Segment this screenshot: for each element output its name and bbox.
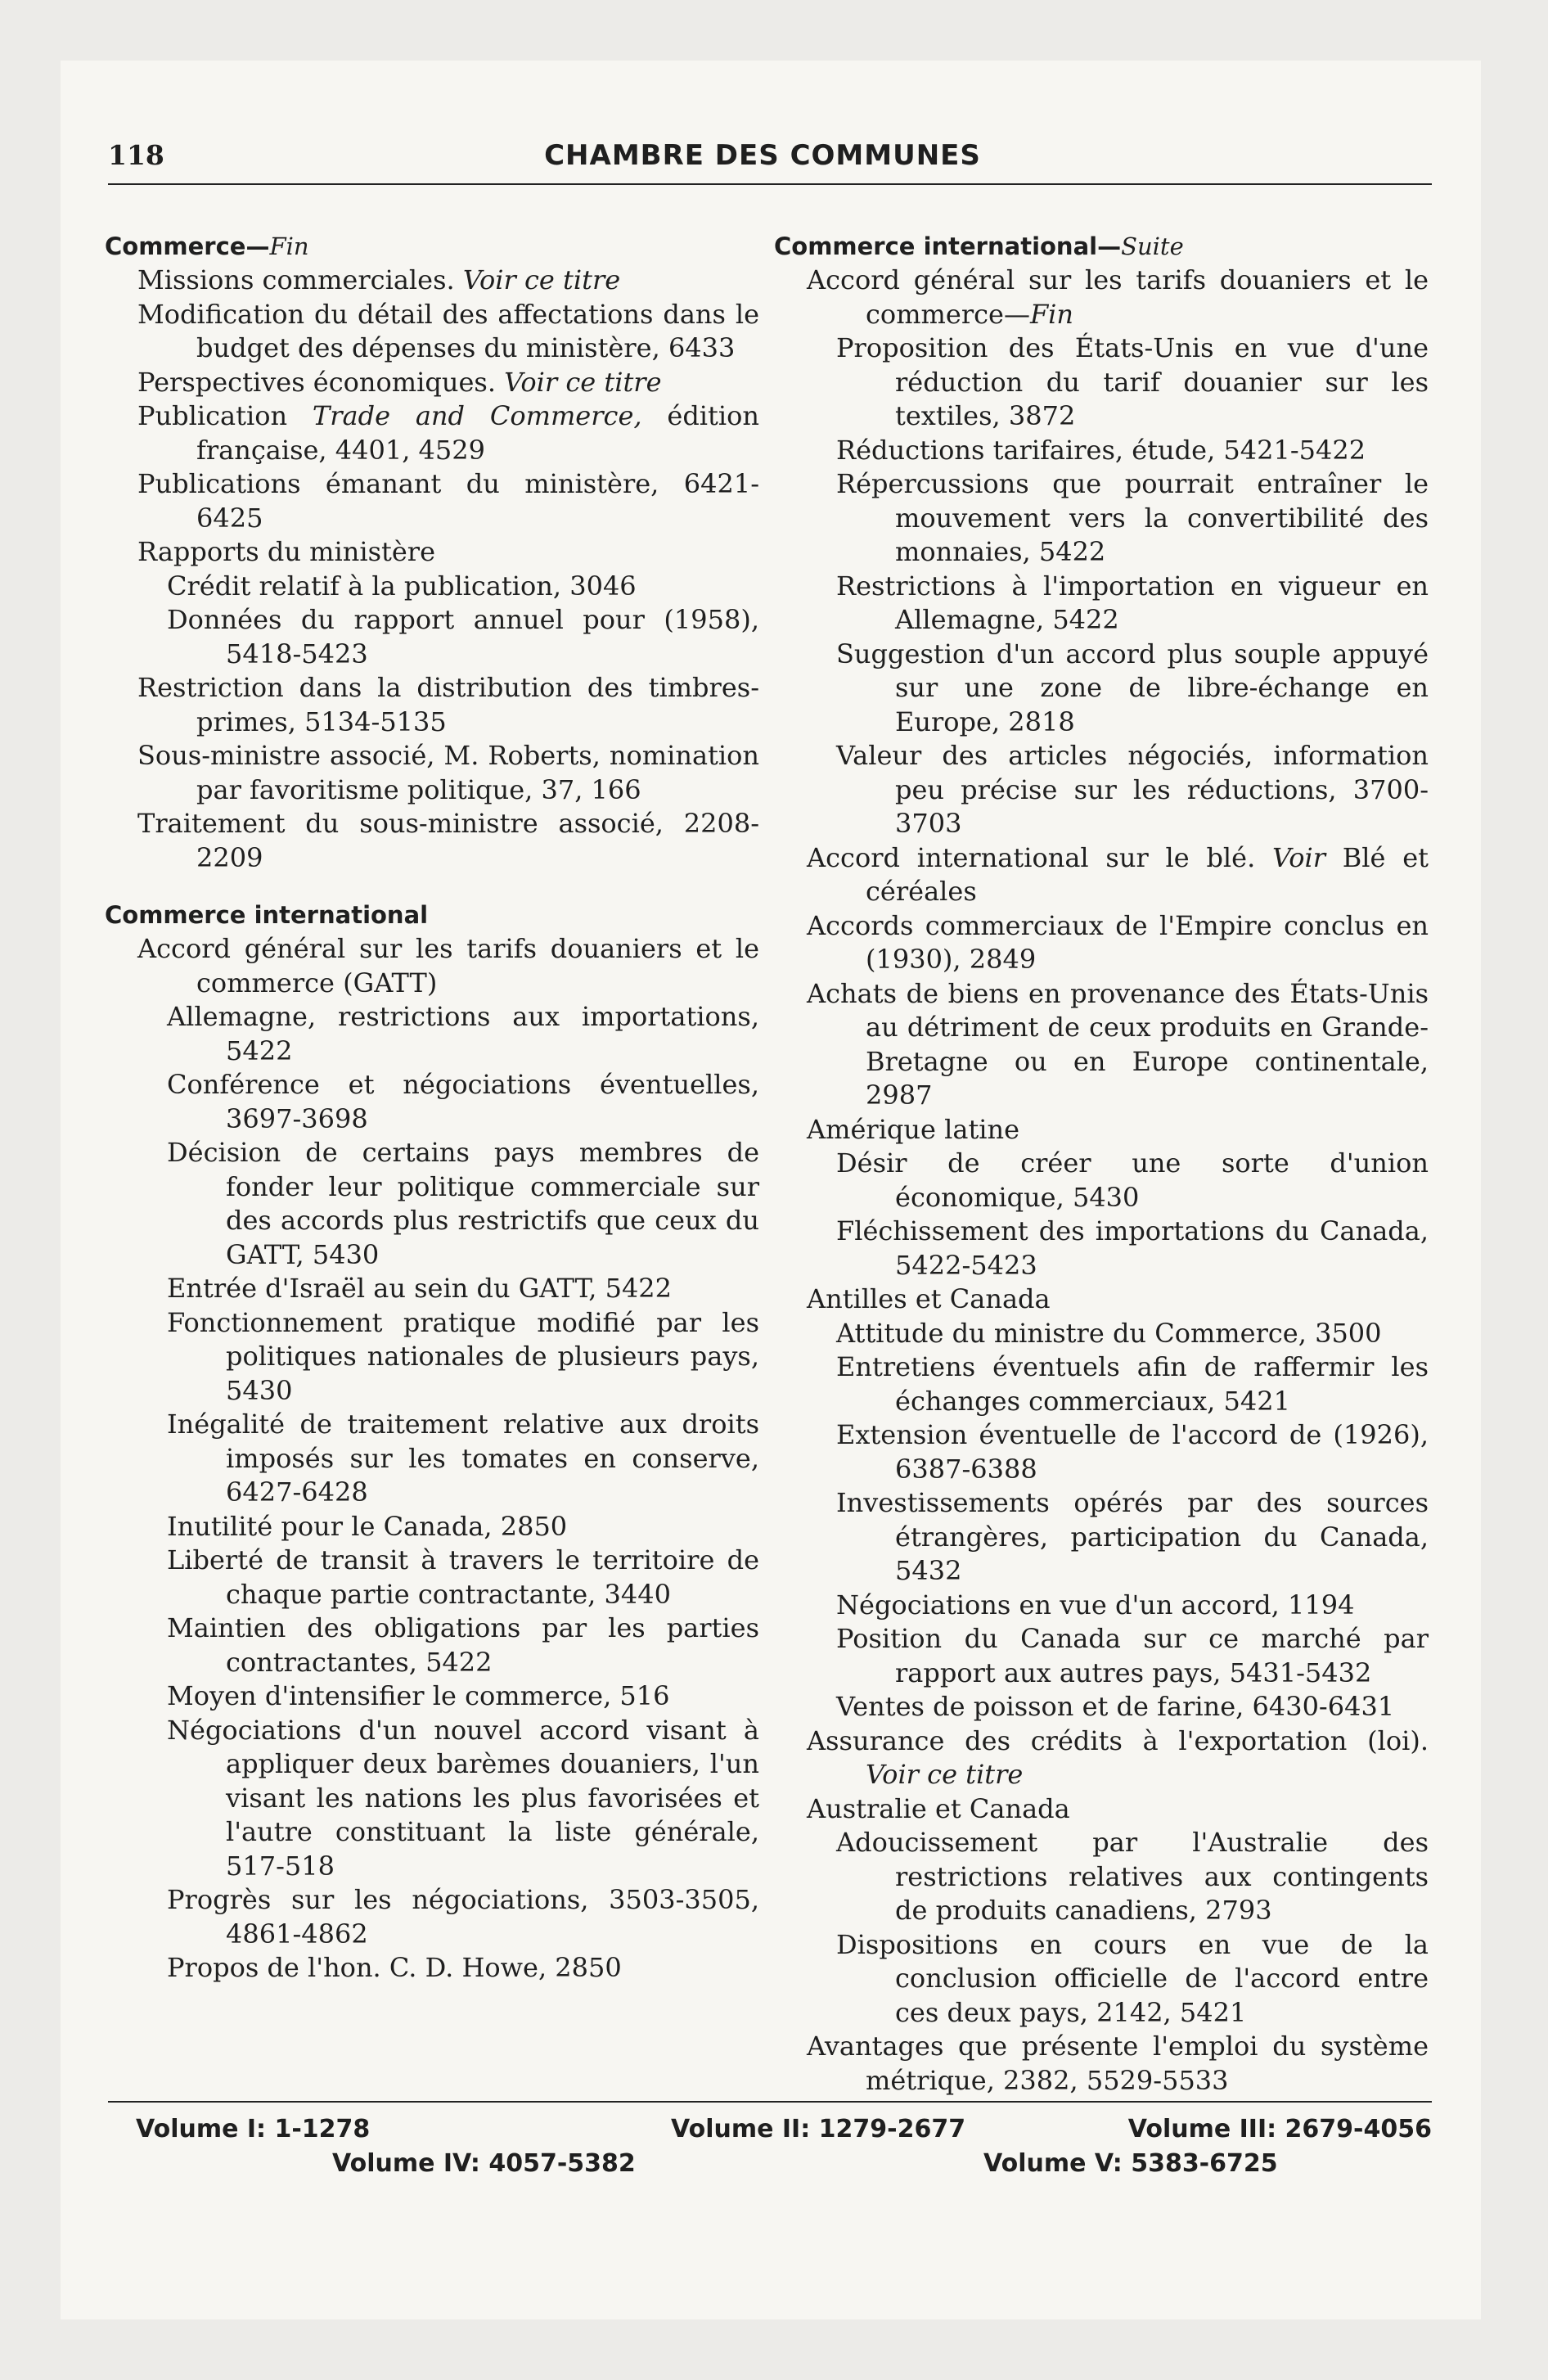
index-subentry: Conférence et négociations éventuelles, 3697-3698: [167, 1069, 759, 1134]
index-entry: Restriction dans la distribution des timbres-primes, 5134-5135: [137, 672, 759, 737]
index-subentry: Crédit relatif à la publication, 3046: [167, 570, 637, 602]
index-entry: Accord général sur les tarifs douaniers et le commerce (GATT): [137, 933, 759, 998]
left-column: [105, 223, 759, 1986]
index-entry: Achats de biens en provenance des États-Unis au détriment de ceux produits en Grande-Bretagne ou en Europe continentale, 2987: [807, 977, 1429, 1111]
index-entry: Antilles et Canada: [807, 1283, 1051, 1314]
index-subentry: Propos de l'hon. C. D. Howe, 2850: [167, 1952, 622, 1983]
index-subentry: Ventes de poisson et de farine, 6430-6431: [836, 1691, 1395, 1722]
volume-1-range: Volume I: 1-1278: [136, 2115, 371, 2143]
index-subentry: Entrée d'Israël au sein du GATT, 5422: [167, 1273, 673, 1304]
index-entry: Perspectives économiques. Voir ce titre: [137, 366, 662, 398]
index-entry: Australie et Canada: [807, 1792, 1070, 1824]
header-rule: [108, 183, 1432, 185]
volume-4-range: Volume IV: 4057-5382: [332, 2149, 636, 2178]
index-entry: Amérique latine: [807, 1113, 1020, 1145]
index-entry: Sous-ministre associé, M. Roberts, nomination par favoritisme politique, 37, 166: [137, 740, 759, 805]
index-entry: Assurance des crédits à l'exportation (loi). Voir ce titre: [807, 1724, 1429, 1790]
footer-rule: [108, 2101, 1432, 2103]
index-subentry: Réductions tarifaires, étude, 5421-5422: [836, 434, 1366, 466]
index-heading: Commerce international: [105, 901, 429, 929]
index-subentry: Restrictions à l'importation en vigueur en Allemagne, 5422: [836, 570, 1429, 635]
index-entry: Accord international sur le blé. Voir Blé et céréales: [807, 841, 1429, 907]
index-subentry: Décision de certains pays membres de fonder leur politique commerciale sur des accords plus restrictifs que ceux du GATT, 5430: [167, 1137, 759, 1270]
index-entry: Avantages que présente l'emploi du système métrique, 2382, 5529-5533: [807, 2031, 1429, 2096]
index-entry: Accord général sur les tarifs douaniers et le commerce—Fin: [807, 264, 1429, 330]
index-subentry: Entretiens éventuels afin de raffermir les échanges commerciaux, 5421: [836, 1351, 1429, 1417]
index-subentry: Allemagne, restrictions aux importations, 5422: [167, 1001, 759, 1066]
index-subentry: Extension éventuelle de l'accord de (1926), 6387-6388: [836, 1419, 1429, 1485]
index-subentry: Investissements opérés par des sources étrangères, participation du Canada, 5432: [836, 1487, 1429, 1586]
page-title: CHAMBRE DES COMMUNES: [544, 139, 981, 172]
index-subentry: Liberté de transit à travers le territoire de chaque partie contractante, 3440: [167, 1544, 759, 1610]
index-subentry: Moyen d'intensifier le commerce, 516: [167, 1680, 670, 1711]
index-heading: Commerce—Fin: [105, 232, 309, 260]
index-entry: Rapports du ministère: [137, 536, 436, 567]
index-subentry: Inutilité pour le Canada, 2850: [167, 1510, 568, 1542]
index-entry: Modification du détail des affectations dans le budget des dépenses du ministère, 6433: [137, 298, 759, 363]
index-subentry: Fonctionnement pratique modifié par les politiques nationales de plusieurs pays, 5430: [167, 1306, 759, 1406]
index-page: [61, 61, 1481, 2319]
page-header: [108, 139, 1417, 177]
index-subentry: Proposition des États-Unis en vue d'une réduction du tarif douanier sur les textiles, 3872: [836, 332, 1429, 431]
index-subentry: Suggestion d'un accord plus souple appuyé sur une zone de libre-échange en Europe, 2818: [836, 638, 1429, 737]
right-column: [774, 223, 1429, 2098]
index-subentry: Attitude du ministre du Commerce, 3500: [836, 1317, 1382, 1349]
index-subentry: Adoucissement par l'Australie des restrictions relatives aux contingents de produits canadiens, 2793: [836, 1827, 1429, 1926]
index-subentry: Progrès sur les négociations, 3503-3505, 4861-4862: [167, 1884, 759, 1950]
index-subentry: Valeur des articles négociés, information peu précise sur les réductions, 3700-3703: [836, 740, 1429, 839]
index-entry: Accords commerciaux de l'Empire conclus en (1930), 2849: [807, 909, 1429, 975]
volume-3-range: Volume III: 2679-4056: [1127, 2115, 1432, 2143]
index-entry: Missions commerciales. Voir ce titre: [137, 264, 621, 295]
index-subentry: Dispositions en cours en vue de la conclusion officielle de l'accord entre ces deux pays, 2142, 5421: [836, 1928, 1429, 2028]
index-subentry: Position du Canada sur ce marché par rapport aux autres pays, 5431-5432: [836, 1623, 1429, 1688]
volume-2-range: Volume II: 1279-2677: [671, 2115, 966, 2143]
index-entry: Publication Trade and Commerce, édition française, 4401, 4529: [137, 400, 760, 466]
index-subentry: Fléchissement des importations du Canada, 5422-5423: [836, 1215, 1429, 1281]
index-subentry: Négociations en vue d'un accord, 1194: [836, 1589, 1355, 1620]
index-heading: Commerce international—Suite: [774, 232, 1184, 260]
index-subentry: Négociations d'un nouvel accord visant à appliquer deux barèmes douaniers, l'un visant les nations les plus favorisées et l'autre constituant la liste générale, 517-518: [167, 1714, 759, 1882]
index-subentry: Maintien des obligations par les parties contractantes, 5422: [167, 1612, 759, 1678]
index-subentry: Répercussions que pourrait entraîner le mouvement vers la convertibilité des monnaies, 5422: [836, 468, 1429, 567]
page-number: 118: [108, 139, 164, 171]
volume-5-range: Volume V: 5383-6725: [983, 2149, 1278, 2178]
index-entry: Publications émanant du ministère, 6421-6425: [137, 468, 759, 534]
index-subentry: Inégalité de traitement relative aux droits imposés sur les tomates en conserve, 6427-6428: [167, 1409, 759, 1508]
index-entry: Traitement du sous-ministre associé, 2208-2209: [137, 808, 759, 873]
index-subentry: Données du rapport annuel pour (1958), 5418-5423: [167, 604, 759, 669]
index-subentry: Désir de créer une sorte d'union économique, 5430: [836, 1147, 1429, 1213]
volume-footer: [108, 2115, 1432, 2188]
